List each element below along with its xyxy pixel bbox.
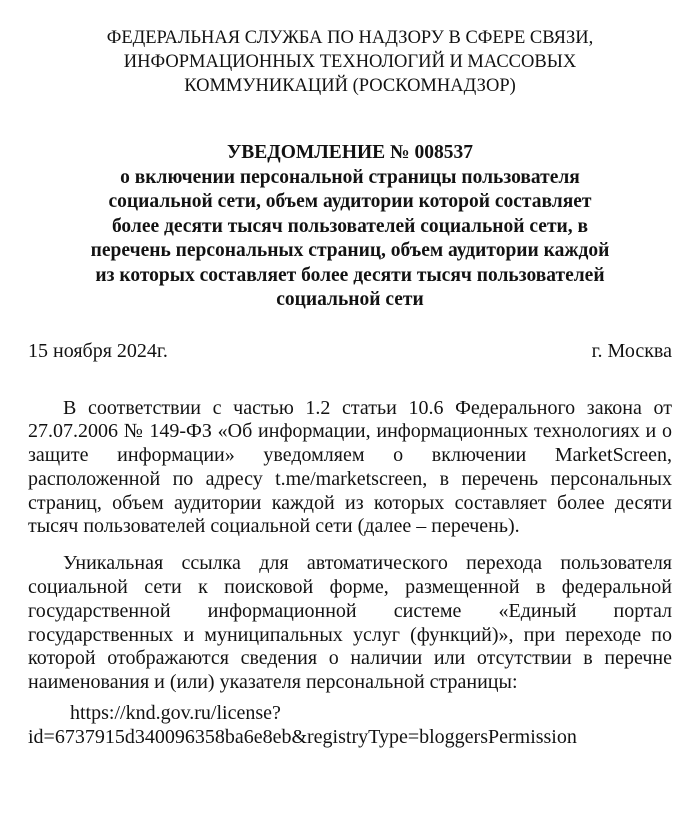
registry-link bbox=[28, 702, 672, 750]
document-date: 15 ноября 2024г. bbox=[28, 339, 168, 362]
registry-link-line-2: id=6737915d340096358ba6e8eb&registryType=bloggersPermission bbox=[28, 725, 577, 748]
dateline bbox=[28, 339, 672, 363]
notice-heading bbox=[28, 141, 672, 313]
letterhead-line-2: ИНФОРМАЦИОННЫХ ТЕХНОЛОГИЙ И МАССОВЫХ bbox=[123, 52, 577, 72]
registry-link-line-1: https://knd.gov.ru/license? bbox=[70, 702, 281, 725]
notice-subtitle-line-1: о включении персональной страницы пользователя bbox=[120, 166, 580, 188]
paragraph-unique-link-intro: Уникальная ссылка для автоматического перехода пользователя социальной сети к поисковой форме, размещенной в федеральной государственной информационной системе «Единый портал государственных и муниципальных услуг (функций)», при переходе по которой отображаются сведения о наличии или отсутствии в перечне наименования и (или) указателя персональной страницы: bbox=[28, 552, 672, 694]
document-body bbox=[28, 397, 672, 750]
notice-subtitle-line-6: социальной сети bbox=[276, 289, 424, 310]
notice-title: УВЕДОМЛЕНИЕ № 008537 bbox=[226, 142, 474, 163]
letterhead-line-3: КОММУНИКАЦИЙ (РОСКОМНАДЗОР) bbox=[184, 76, 516, 96]
notice-subtitle-line-5: из которых составляет более десяти тысяч пользователей bbox=[95, 264, 605, 286]
document-letterhead bbox=[28, 26, 672, 98]
letterhead-line-1: ФЕДЕРАЛЬНАЯ СЛУЖБА ПО НАДЗОРУ В СФЕРЕ СВЯЗИ, bbox=[106, 28, 594, 48]
notice-subtitle-line-4: перечень персональных страниц, объем аудитории каждой bbox=[90, 240, 610, 261]
document-place: г. Москва bbox=[591, 339, 672, 362]
notice-subtitle-line-3: более десяти тысяч пользователей социальной сети, в bbox=[111, 215, 589, 237]
paragraph-legal-basis: В соответствии с частью 1.2 статьи 10.6 Федерального закона от 27.07.2006 № 149-ФЗ «Об информации, информационных технологиях и о защите информации» уведомляем о включении MarketScreen, расположенной по адресу t.me/marketscreen, в перечень персональных страниц, объем аудитории каждой из которых составляет более десяти тысяч пользователей социальной сети (далее – перечень). bbox=[28, 396, 672, 538]
notice-subtitle-line-2: социальной сети, объем аудитории которой составляет bbox=[108, 191, 592, 212]
notice-subtitle bbox=[28, 166, 672, 313]
